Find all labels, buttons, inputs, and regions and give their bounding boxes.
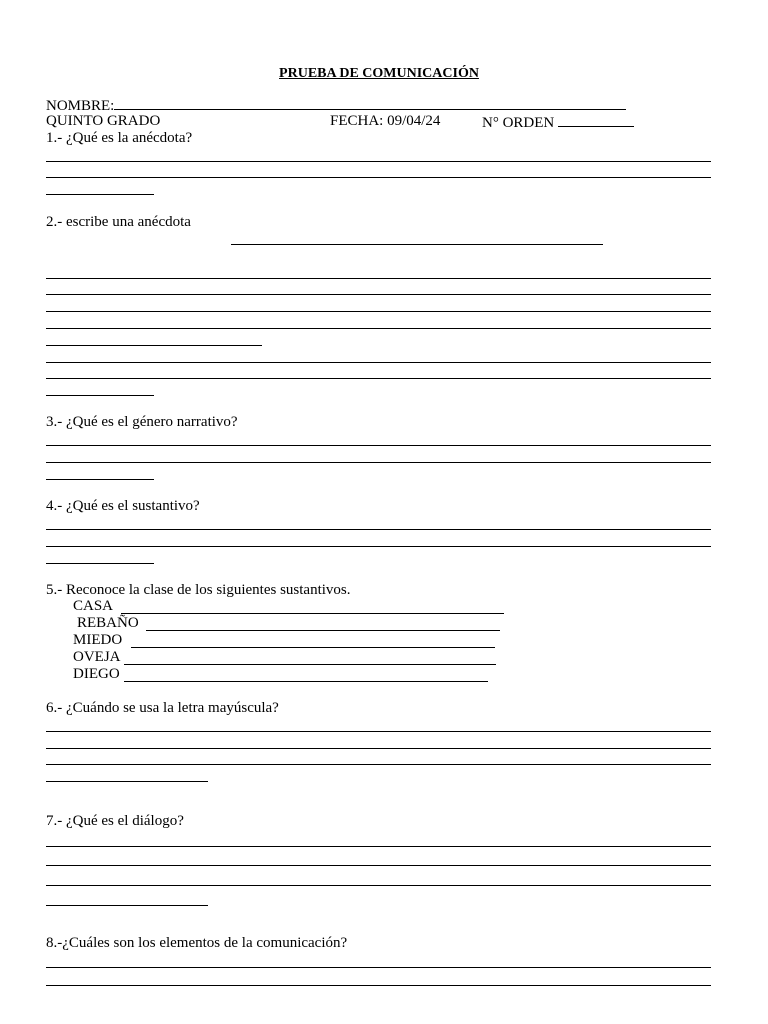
answer-line[interactable] bbox=[46, 311, 711, 312]
question-5: 5.- Reconoce la clase de los siguientes sustantivos. bbox=[46, 582, 351, 598]
question-3: 3.- ¿Qué es el género narrativo? bbox=[46, 414, 238, 430]
noun-diego-label: DIEGO bbox=[73, 666, 120, 682]
answer-line[interactable] bbox=[46, 905, 208, 906]
question-4: 4.- ¿Qué es el sustantivo? bbox=[46, 498, 200, 514]
answer-line[interactable] bbox=[46, 362, 711, 363]
answer-line[interactable] bbox=[46, 395, 154, 396]
noun-casa-label: CASA bbox=[73, 598, 114, 614]
orden-label: N° ORDEN bbox=[482, 115, 555, 131]
answer-line[interactable] bbox=[46, 546, 711, 547]
answer-line[interactable] bbox=[46, 378, 711, 379]
answer-line[interactable] bbox=[46, 445, 711, 446]
answer-line[interactable] bbox=[46, 529, 711, 530]
answer-line[interactable] bbox=[46, 294, 711, 295]
answer-line[interactable] bbox=[46, 748, 711, 749]
answer-line[interactable] bbox=[46, 764, 711, 765]
answer-line[interactable] bbox=[46, 328, 711, 329]
noun-oveja-line[interactable] bbox=[124, 664, 496, 665]
nombre-input-line[interactable] bbox=[114, 96, 626, 110]
noun-casa-line[interactable] bbox=[121, 613, 504, 614]
answer-line[interactable] bbox=[46, 194, 154, 195]
nombre-label: NOMBRE: bbox=[46, 98, 115, 114]
grado-label: QUINTO GRADO bbox=[46, 113, 161, 129]
noun-miedo-label: MIEDO bbox=[73, 632, 123, 648]
answer-line[interactable] bbox=[46, 865, 711, 866]
question-6: 6.- ¿Cuándo se usa la letra mayúscula? bbox=[46, 700, 279, 716]
question-1: 1.- ¿Qué es la anécdota? bbox=[46, 130, 193, 146]
answer-line[interactable] bbox=[46, 781, 208, 782]
answer-line[interactable] bbox=[46, 985, 711, 986]
question-7: 7.- ¿Qué es el diálogo? bbox=[46, 813, 184, 829]
noun-miedo-line[interactable] bbox=[131, 647, 495, 648]
noun-diego-line[interactable] bbox=[124, 681, 488, 682]
fecha-label: FECHA: 09/04/24 bbox=[330, 113, 441, 129]
noun-rebano-label: REBAÑO bbox=[77, 615, 139, 631]
question-8: 8.-¿Cuáles son los elementos de la comunicación? bbox=[46, 935, 348, 951]
orden-field bbox=[482, 113, 634, 132]
answer-line[interactable] bbox=[46, 563, 154, 564]
answer-line[interactable] bbox=[46, 177, 711, 178]
question-2: 2.- escribe una anécdota bbox=[46, 214, 191, 230]
noun-oveja-label: OVEJA bbox=[73, 649, 121, 665]
answer-line[interactable] bbox=[46, 479, 154, 480]
orden-input-line[interactable] bbox=[558, 113, 634, 127]
answer-line[interactable] bbox=[46, 278, 711, 279]
anecdote-title-line[interactable] bbox=[231, 244, 603, 245]
answer-line[interactable] bbox=[46, 731, 711, 732]
answer-line[interactable] bbox=[46, 161, 711, 162]
answer-line[interactable] bbox=[46, 462, 711, 463]
answer-line[interactable] bbox=[46, 846, 711, 847]
answer-line[interactable] bbox=[46, 345, 262, 346]
answer-line[interactable] bbox=[46, 885, 711, 886]
page-title: PRUEBA DE COMUNICACIÓN bbox=[279, 66, 479, 81]
noun-rebano-line[interactable] bbox=[146, 630, 500, 631]
answer-line[interactable] bbox=[46, 967, 711, 968]
